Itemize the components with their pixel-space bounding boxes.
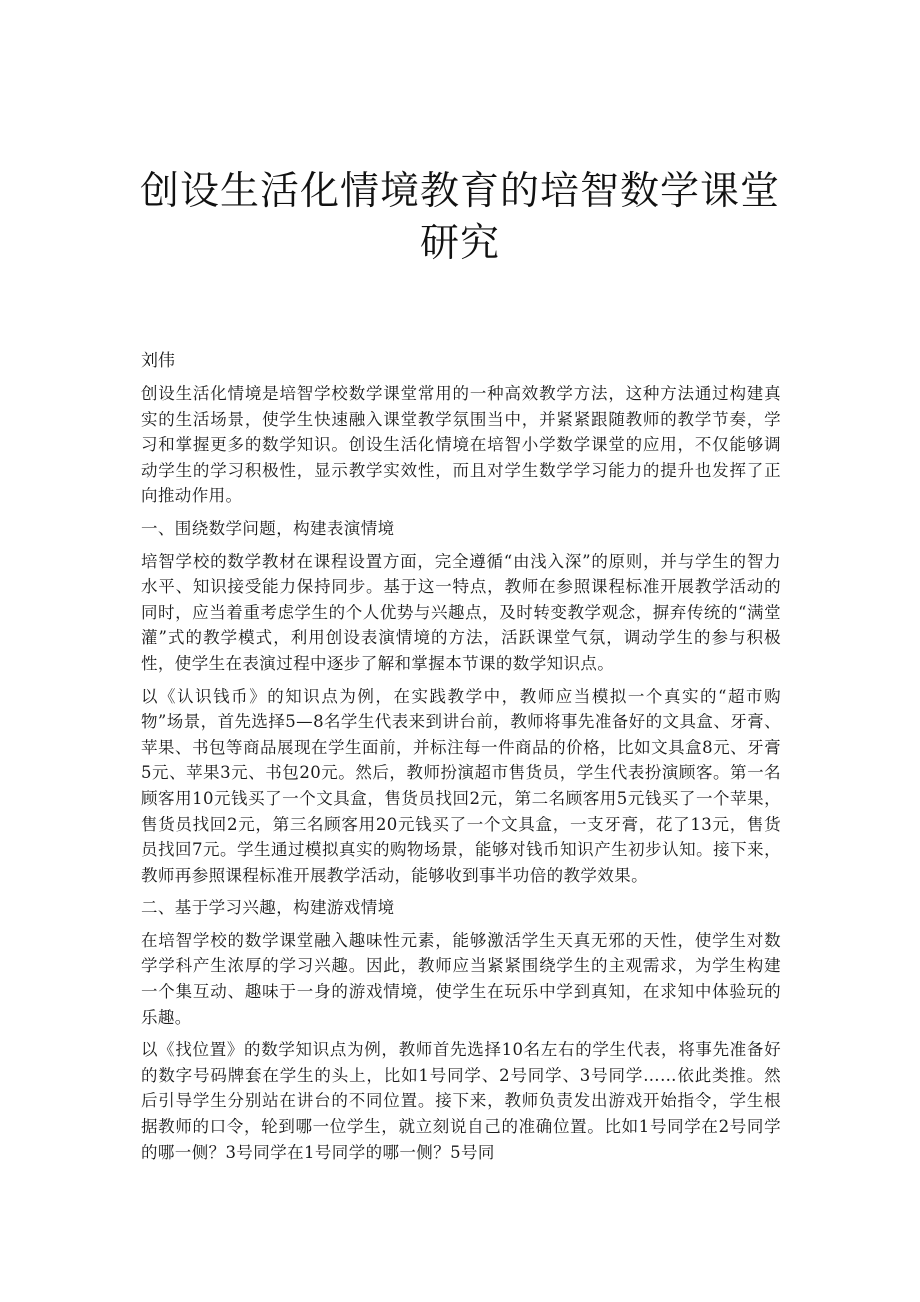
paragraph: 以《找位置》的数学知识点为例，教师首先选择10名左右的学生代表，将事先准备好的数字号码牌套在学生的头上，比如1号同学、2号同学、3号同学……依此类推。然后引导学生分别站在讲台的不同位置。接下来，教师负责发出游戏开始指令，学生根据教师的口令，轮到哪一位学生，就立刻说自己的准确位置。比如1号同学在2号同学的哪一侧？3号同学在1号同学的哪一侧？5号同 bbox=[141, 1040, 781, 1162]
paragraph: 培智学校的数学教材在课程设置方面，完全遵循“由浅入深”的原则，并与学生的智力水平、知识接受能力保持同步。基于这一特点，教师在参照课程标准开展教学活动的同时，应当着重考虑学生的个人优势与兴趣点，及时转变教学观念，摒弃传统的“满堂灌”式的教学模式，利用创设表演情境的方法，活跃课堂气氛，调动学生的参与积极性，使学生在表演过程中逐步了解和掌握本节课的数学知识点。 bbox=[141, 551, 781, 673]
document-title: 创设生活化情境教育的培智数学课堂研究 bbox=[140, 169, 781, 266]
paragraph-intro: 创设生活化情境是培智学校数学课堂常用的一种高效教学方法，这种方法通过构建真实的生活场景，使学生快速融入课堂教学氛围当中，并紧紧跟随教师的教学节奏，学习和掌握更多的数学知识。创设生活化情境在培智小学数学课堂的应用，不仅能够调动学生的学习积极性，显示教学实效性，而且对学生数学学习能力的提升也发挥了正向推动作用。 bbox=[141, 384, 781, 506]
section-heading-1: 一、围绕数学问题，构建表演情境 bbox=[141, 518, 395, 538]
paragraph: 以《认识钱币》的知识点为例，在实践教学中，教师应当模拟一个真实的“超市购物”场景，首先选择5—8名学生代表来到讲台前，教师将事先准备好的文具盒、牙膏、苹果、书包等商品展现在学生面前，并标注每一件商品的价格，比如文具盒8元、牙膏5元、苹果3元、书包20元。然后，教师扮演超市售货员，学生代表扮演顾客。第一名顾客用10元钱买了一个文具盒，售货员找回2元，第二名顾客用5元钱买了一个苹果，售货员找回2元，第三名顾客用20元钱买了一个文具盒，一支牙膏，花了13元，售货员找回7元。学生通过模拟真实的购物场景，能够对钱币知识产生初步认知。接下来，教师再参照课程标准开展教学活动，能够收到事半功倍的教学效果。 bbox=[141, 686, 781, 885]
section-heading-2: 二、基于学习兴趣，构建游戏情境 bbox=[141, 898, 395, 918]
document-body bbox=[141, 381, 781, 1172]
author-name: 刘伟 bbox=[141, 351, 175, 371]
paragraph: 在培智学校的数学课堂融入趣味性元素，能够激活学生天真无邪的天性，使学生对数学学科产生浓厚的学习兴趣。因此，教师应当紧紧围绕学生的主观需求，为学生构建一个集互动、趣味于一身的游戏情境，使学生在玩乐中学到真知，在求知中体验玩的乐趣。 bbox=[141, 930, 781, 1027]
